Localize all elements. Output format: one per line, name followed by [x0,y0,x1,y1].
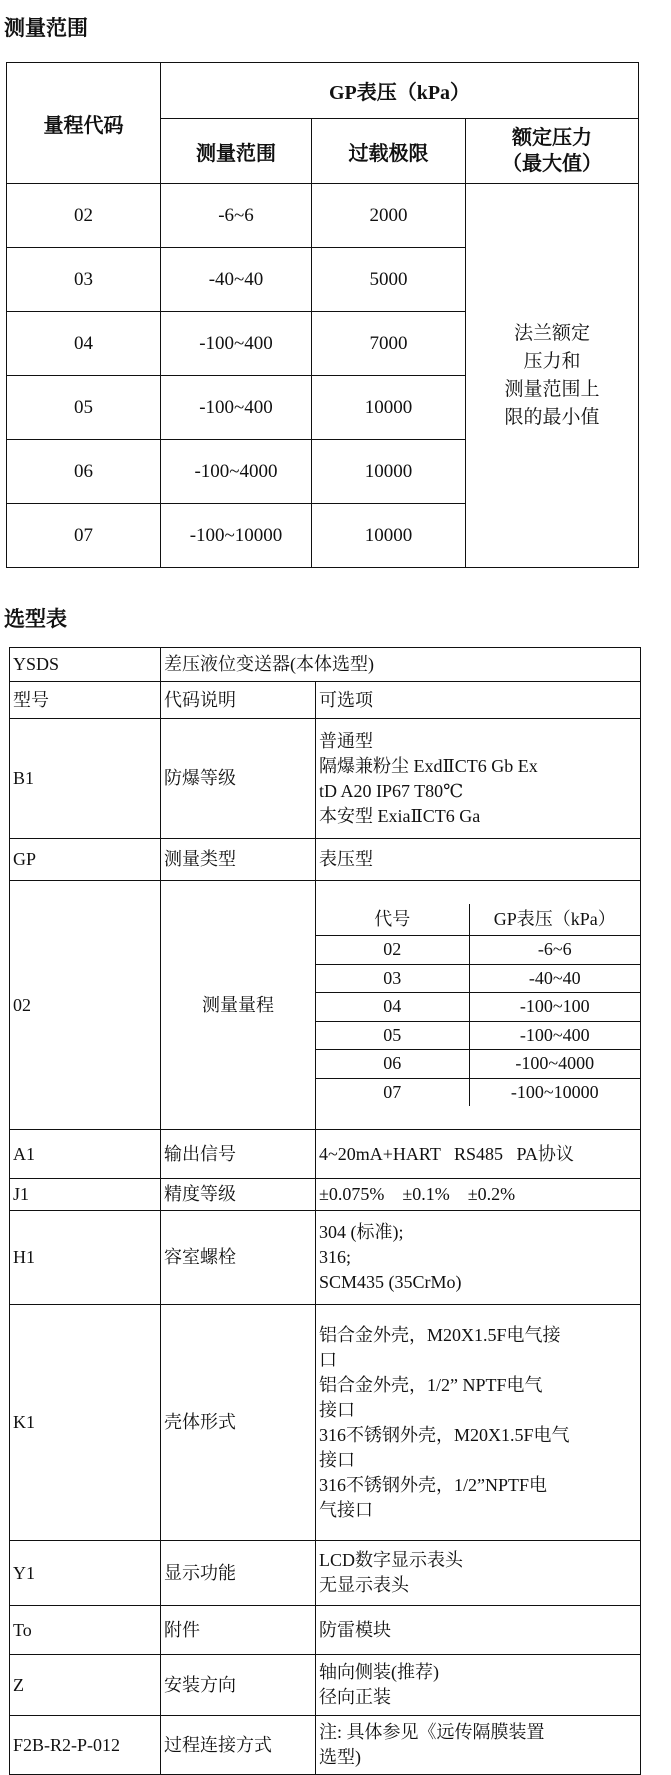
sub-code: 05 [316,1021,469,1050]
cell-code: 02 [7,184,161,248]
row-code: A1 [10,1130,161,1179]
row-code: J1 [10,1179,161,1211]
cell-range: -6~6 [161,184,312,248]
sub-range: -6~6 [469,936,640,965]
range-table [6,62,639,568]
product-code: YSDS [10,648,161,682]
header-options: 可选项 [316,682,641,719]
header-rated: 额定压力 （最大值） [466,119,639,184]
cell-code: 04 [7,312,161,376]
header-code: 量程代码 [7,63,161,184]
selection-row [10,1211,641,1305]
cell-code: 06 [7,440,161,504]
cell-overload: 2000 [312,184,466,248]
range-subtable-cell [316,881,641,1130]
row-code: H1 [10,1211,161,1305]
selection-table [9,647,641,1775]
cell-overload: 10000 [312,440,466,504]
selection-row [10,1716,641,1775]
sub-row [316,993,640,1022]
sub-header-range: GP表压（kPa） [469,904,640,936]
row-desc: 显示功能 [161,1541,316,1606]
cell-range: -100~400 [161,376,312,440]
row-options: 304 (标准); 316; SCM435 (35CrMo) [316,1211,641,1305]
row-options: 轴向侧装(推荐) 径向正装 [316,1655,641,1716]
header-model: 型号 [10,682,161,719]
rated-note: 法兰额定 压力和 测量范围上 限的最小值 [466,184,639,568]
selection-row [10,1606,641,1655]
section-title-selection: 选型表 [4,608,67,631]
row-code: 02 [10,881,161,1130]
sub-row [316,1078,640,1106]
row-desc: 精度等级 [161,1179,316,1211]
cell-overload: 10000 [312,376,466,440]
row-code: Y1 [10,1541,161,1606]
row-code: To [10,1606,161,1655]
sub-code: 06 [316,1050,469,1079]
selection-row [10,839,641,881]
row-desc: 过程连接方式 [161,1716,316,1775]
row-options: 普通型 隔爆兼粉尘 ExdⅡCT6 Gb Ex tD A20 IP67 T80℃ 本安型 ExiaⅡCT6 Ga [316,719,641,839]
section-title-range: 测量范围 [4,17,88,40]
row-desc: 安装方向 [161,1655,316,1716]
selection-row [10,1305,641,1541]
row-options: 4~20mA+HART RS485 PA协议 [316,1130,641,1179]
sub-code: 03 [316,964,469,993]
row-options: 注: 具体参见《远传隔膜装置 选型) [316,1716,641,1775]
cell-code: 05 [7,376,161,440]
header-group: GP表压（kPa） [161,63,639,119]
cell-overload: 5000 [312,248,466,312]
range-row [7,184,639,248]
selection-row [10,719,641,839]
row-code: K1 [10,1305,161,1541]
cell-overload: 10000 [312,504,466,568]
sub-row [316,936,640,965]
cell-overload: 7000 [312,312,466,376]
cell-range: -100~10000 [161,504,312,568]
sub-range: -100~400 [469,1021,640,1050]
selection-row [10,1130,641,1179]
header-desc: 代码说明 [161,682,316,719]
sub-code: 04 [316,993,469,1022]
sub-header-code: 代号 [316,904,469,936]
sub-code: 07 [316,1078,469,1106]
cell-range: -40~40 [161,248,312,312]
row-desc: 测量类型 [161,839,316,881]
sub-range: -100~10000 [510,1081,599,1102]
cell-code: 07 [7,504,161,568]
range-subtable [316,904,640,1106]
row-options: 铝合金外壳，M20X1.5F电气接 口 铝合金外壳，1/2” NPTF电气 接口 316不锈钢外壳，M20X1.5F电气 接口 316不锈钢外壳，1/2”NPTF电 气接口 [316,1305,641,1541]
row-desc: 输出信号 [161,1130,316,1179]
sub-range: -100~100 [469,993,640,1022]
row-options: ±0.075% ±0.1% ±0.2% [316,1179,641,1211]
row-desc: 测量量程 [161,881,316,1130]
row-code: GP [10,839,161,881]
selection-row [10,1655,641,1716]
row-code: B1 [10,719,161,839]
row-desc: 壳体形式 [161,1305,316,1541]
selection-row [10,881,641,1130]
row-desc: 防爆等级 [161,719,316,839]
header-overload: 过载极限 [312,119,466,184]
sub-row [316,964,640,993]
row-code: F2B-R2-P-012 [10,1716,161,1775]
row-options: 防雷模块 [316,1606,641,1655]
row-options: 表压型 [316,839,641,881]
row-desc: 容室螺栓 [161,1211,316,1305]
sub-row [316,1050,640,1079]
selection-row [10,1179,641,1211]
sub-range: -40~40 [469,964,640,993]
product-name: 差压液位变送器(本体选型) [161,648,641,682]
row-code: Z [10,1655,161,1716]
row-options: LCD数字显示表头 无显示表头 [316,1541,641,1606]
header-range: 测量范围 [161,119,312,184]
sub-row [316,1021,640,1050]
cell-code: 03 [7,248,161,312]
row-desc: 附件 [161,1606,316,1655]
selection-row [10,1541,641,1606]
cell-range: -100~400 [161,312,312,376]
sub-code: 02 [316,936,469,965]
cell-range: -100~4000 [161,440,312,504]
sub-range: -100~4000 [469,1050,640,1079]
